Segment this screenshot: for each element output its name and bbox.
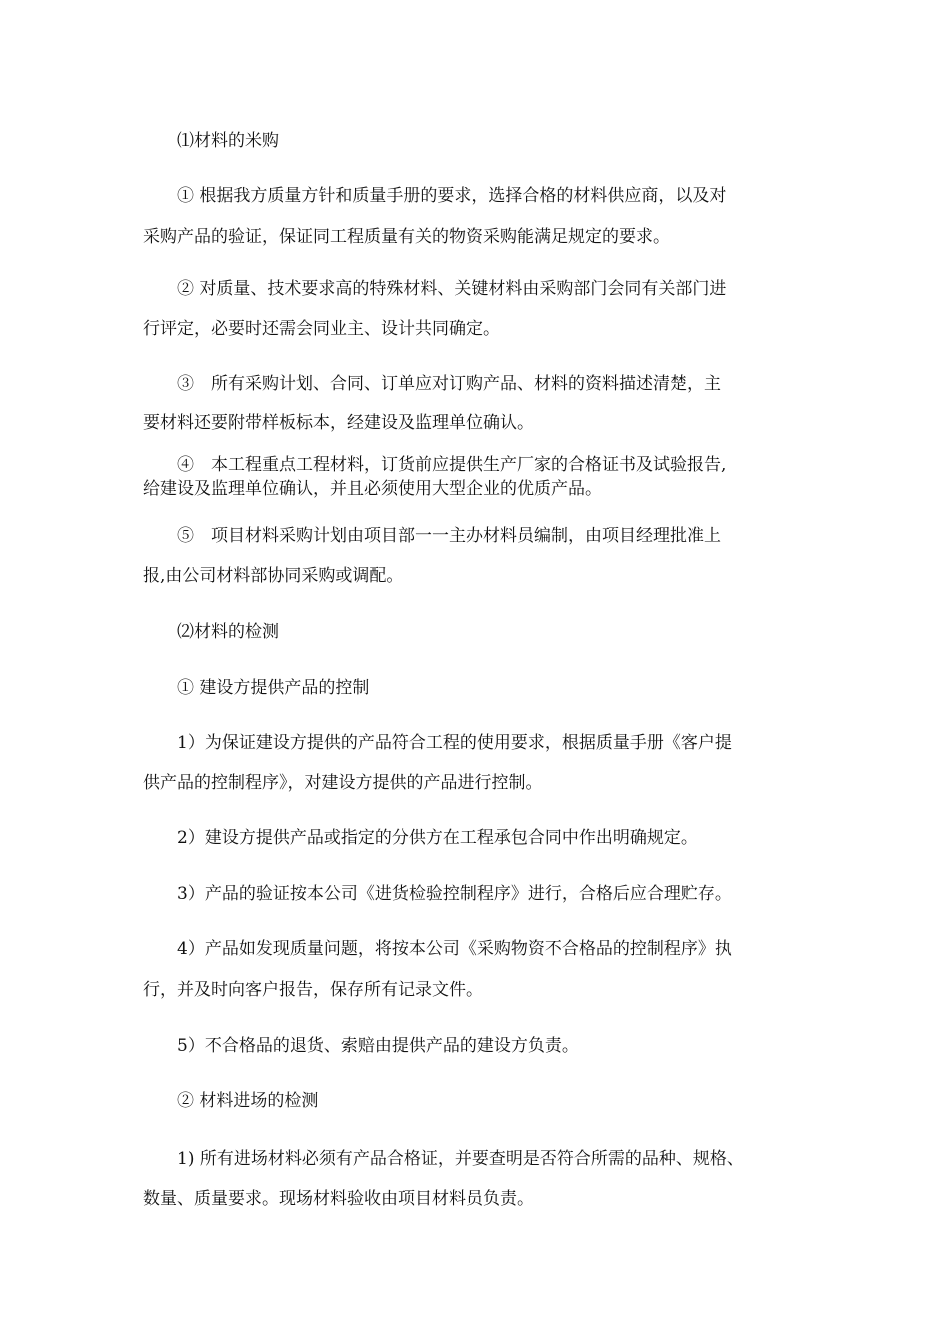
paragraph-line: 数量、质量要求。现场材料验收由项目材料员负责。 bbox=[143, 1189, 534, 1209]
paragraph-line: 4）产品如发现质量问题，将按本公司《采购物资不合格品的控制程序》执 bbox=[177, 939, 732, 959]
paragraph-line: ② 材料进场的检测 bbox=[177, 1091, 319, 1111]
paragraph-line: 1）为保证建设方提供的产品符合工程的使用要求，根据质量手册《客户提 bbox=[177, 733, 732, 753]
paragraph-line: 报,由公司材料部协同采购或调配。 bbox=[143, 566, 404, 586]
paragraph-line: ① 建设方提供产品的控制 bbox=[177, 678, 370, 698]
paragraph-line: ⑵材料的检测 bbox=[177, 622, 279, 642]
paragraph-line: ③ 所有采购计划、合同、订单应对订购产品、材料的资料描述清楚，主 bbox=[177, 374, 721, 394]
paragraph-line: 5）不合格品的退货、索赔由提供产品的建设方负责。 bbox=[177, 1036, 579, 1056]
paragraph-line: ② 对质量、技术要求高的特殊材料、关键材料由采购部门会同有关部门进 bbox=[177, 279, 727, 299]
paragraph-line: ⑤ 项目材料采购计划由项目部一一主办材料员编制，由项目经理批准上 bbox=[177, 526, 721, 546]
paragraph-line: 采购产品的验证，保证同工程质量有关的物资采购能满足规定的要求。 bbox=[143, 227, 670, 247]
paragraph-line: ⑴材料的米购 bbox=[177, 131, 279, 151]
paragraph-line: 行，并及时向客户报告，保存所有记录文件。 bbox=[143, 980, 483, 1000]
paragraph-line: 要材料还要附带样板标本，经建设及监理单位确认。 bbox=[143, 413, 534, 433]
paragraph-line: 供产品的控制程序》，对建设方提供的产品进行控制。 bbox=[143, 773, 543, 793]
paragraph-line: 给建设及监理单位确认，并且必须使用大型企业的优质产品。 bbox=[143, 479, 602, 499]
paragraph-line: 3）产品的验证按本公司《进货检验控制程序》进行，合格后应合理贮存。 bbox=[177, 884, 732, 904]
paragraph-line: 2）建设方提供产品或指定的分供方在工程承包合同中作出明确规定。 bbox=[177, 828, 698, 848]
paragraph-line: ① 根据我方质量方针和质量手册的要求，选择合格的材料供应商，以及对 bbox=[177, 186, 727, 206]
paragraph-line: 1) 所有进场材料必须有产品合格证，并要查明是否符合所需的品种、规格、 bbox=[177, 1149, 744, 1169]
paragraph-line: ④ 本工程重点工程材料，订货前应提供生产厂家的合格证书及试验报告, bbox=[177, 455, 727, 475]
paragraph-line: 行评定，必要时还需会同业主、设计共同确定。 bbox=[143, 319, 500, 339]
